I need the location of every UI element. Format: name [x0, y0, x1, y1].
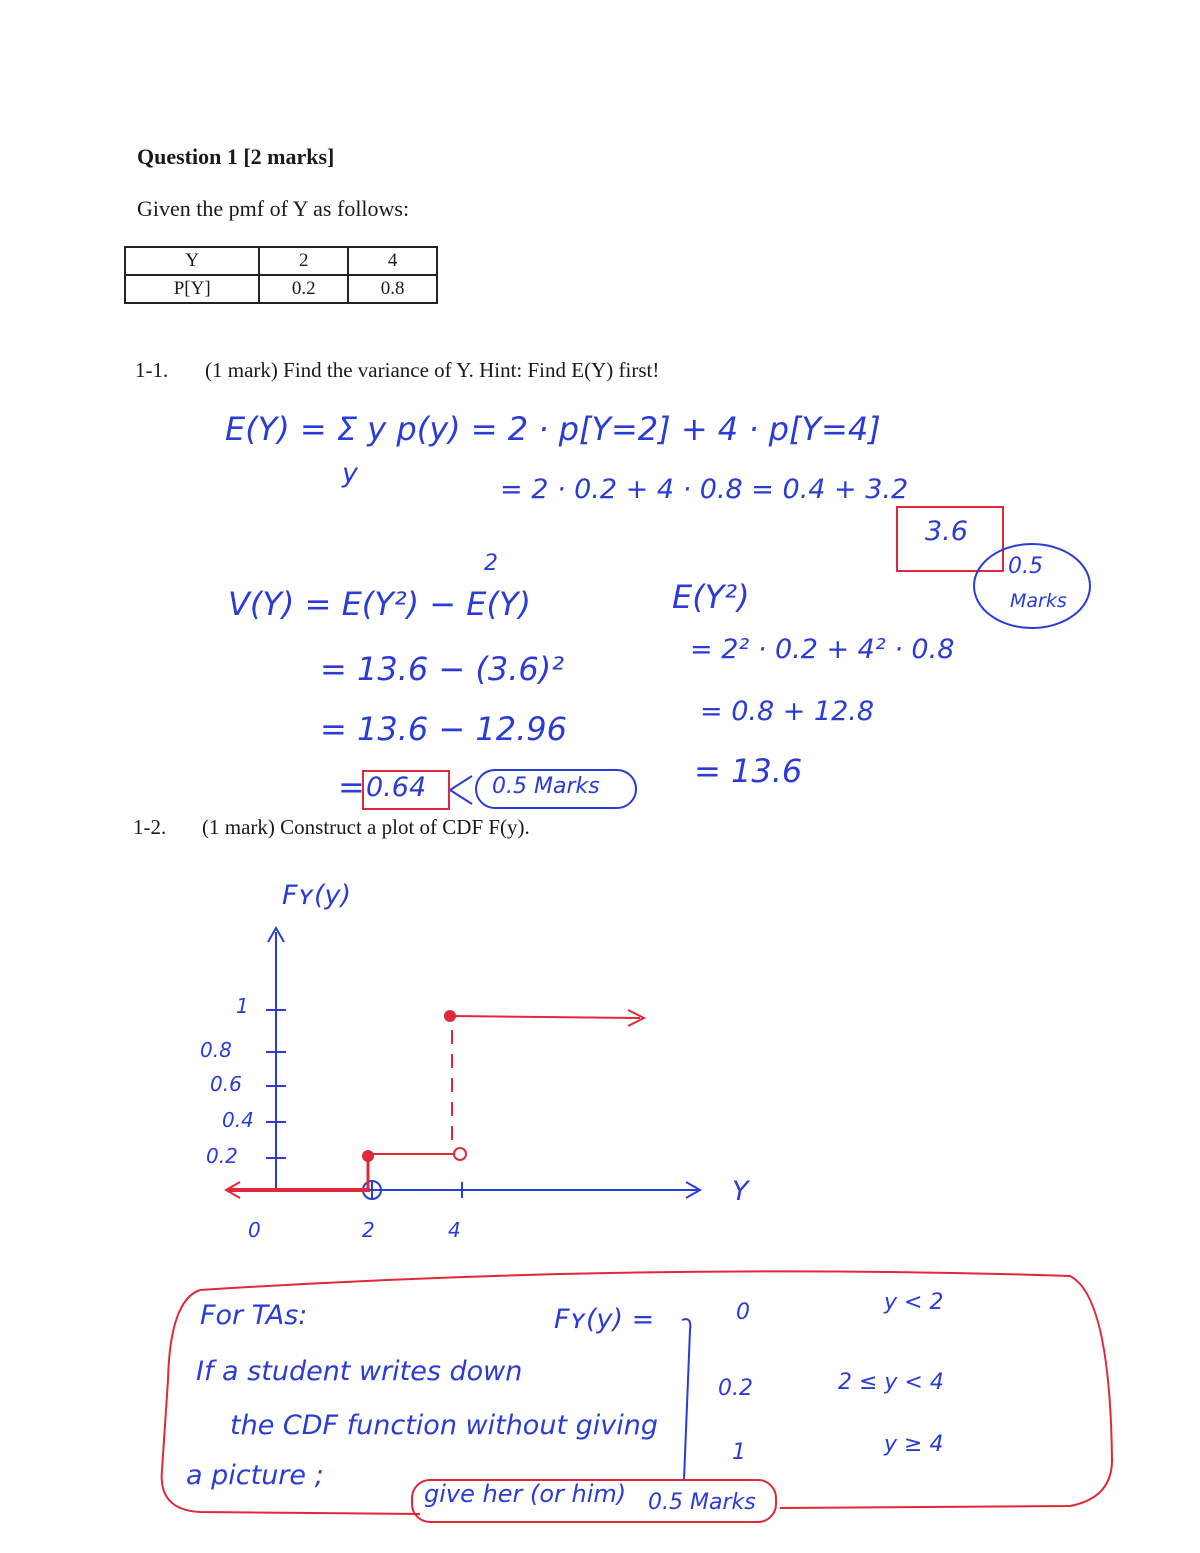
cdf-condition: y < 2 [884, 1290, 944, 1315]
vy-line3: = 13.6 − 12.96 [320, 710, 567, 748]
part2-text: (1 mark) Construct a plot of CDF F(y). [202, 815, 530, 839]
ey2-line1: E(Y²) [672, 578, 750, 616]
cdf-function-name: Fʏ(y) = [554, 1304, 655, 1335]
ta-note-marks: 0.5 Marks [648, 1490, 756, 1515]
ey-line1: E(Y) = Σ y p(y) = 2 · p[Y=2] + 4 · p[Y=4] [225, 410, 881, 448]
vy-superscript: 2 [484, 551, 498, 576]
plot-x-tick: 2 [362, 1218, 375, 1242]
cdf-condition: y ≥ 4 [884, 1432, 944, 1457]
ta-note-line5: give her (or him) [424, 1480, 627, 1508]
plot-y-tick: 1 [236, 994, 249, 1018]
vy-line2: = 13.6 − (3.6)² [320, 650, 565, 688]
ey-marks-label: Marks [1010, 590, 1067, 612]
plot-x-tick: 0 [248, 1218, 261, 1242]
ey2-line3: = 0.8 + 12.8 [700, 696, 875, 727]
vy-equals: = [338, 768, 365, 806]
ta-note-line1: For TAs: [200, 1300, 308, 1331]
plot-y-tick: 0.2 [206, 1144, 238, 1168]
vy-marks: 0.5 Marks [492, 774, 600, 799]
plot-x-label: Y [732, 1176, 749, 1207]
ta-note-line4: a picture ; [186, 1460, 324, 1491]
cdf-value: 1 [732, 1440, 746, 1465]
ey2-line2: = 2² · 0.2 + 4² · 0.8 [690, 634, 955, 665]
table-cell: P[Y] [125, 275, 259, 303]
plot-y-tick: 0.6 [210, 1072, 242, 1096]
table-cell: 2 [259, 247, 348, 275]
vy-line1: V(Y) = E(Y²) − E(Y) [228, 585, 532, 623]
cdf-value: 0.2 [718, 1376, 753, 1401]
table-cell: Y [125, 247, 259, 275]
cdf-value: 0 [736, 1300, 750, 1325]
plot-y-tick: 0.4 [222, 1108, 254, 1132]
vy-result: 0.64 [366, 772, 427, 803]
ey-marks-value: 0.5 [1008, 554, 1043, 579]
table-cell: 0.2 [259, 275, 348, 303]
ta-note-line2: If a student writes down [196, 1356, 523, 1387]
question-intro: Given the pmf of Y as follows: [137, 196, 410, 221]
table-cell: 0.8 [348, 275, 437, 303]
question-title: Question 1 [2 marks] [137, 144, 335, 169]
part1-text: (1 mark) Find the variance of Y. Hint: Find E(Y) first! [205, 358, 660, 382]
ey-sum-index: y [342, 458, 358, 489]
table-cell: 4 [348, 247, 437, 275]
ey-result: 3.6 [925, 516, 968, 547]
ey2-line4: = 13.6 [694, 752, 803, 790]
plot-y-tick: 0.8 [200, 1038, 232, 1062]
ta-note-line3: the CDF function without giving [230, 1410, 658, 1441]
cdf-condition: 2 ≤ y < 4 [838, 1370, 944, 1395]
plot-x-tick: 4 [448, 1218, 461, 1242]
plot-y-label: Fʏ(y) [282, 880, 352, 911]
part2-number: 1-2. [133, 815, 167, 839]
ey-line2: = 2 · 0.2 + 4 · 0.8 = 0.4 + 3.2 [500, 474, 909, 505]
part1-number: 1-1. [135, 358, 169, 382]
